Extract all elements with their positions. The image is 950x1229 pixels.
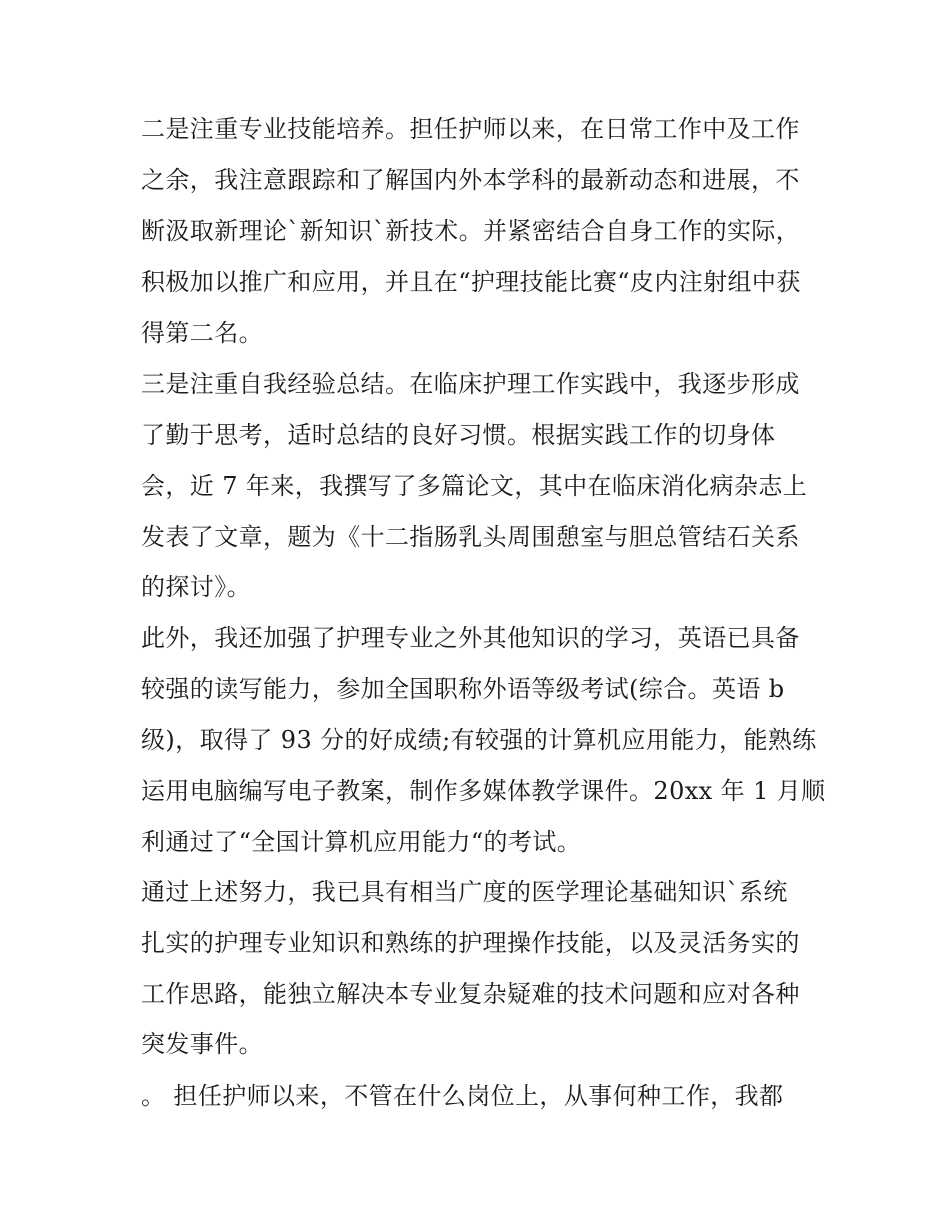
text-line: 。 担任护师以来，不管在什么岗位上，从事何种工作，我都 [141,1082,784,1110]
text-line: 此外，我还加强了护理专业之外其他知识的学习，英语已具备 [141,624,800,652]
text-line: 扎实的护理专业知识和熟练的护理操作技能，以及灵活务实的 [141,929,800,957]
text-line: 级)，取得了 93 分的好成绩;有较强的计算机应用能力，能熟练 [141,726,817,754]
text-line: 发表了文章，题为《十二指肠乳头周围憩室与胆总管结石关系 [141,523,800,551]
text-line: 较强的读写能力，参加全国职称外语等级考试(综合。英语 b [141,675,785,703]
text-line: 通过上述努力，我已具有相当广度的医学理论基础知识`系统 [141,878,788,906]
text-line: 得第二名。 [141,319,263,347]
text-line: 运用电脑编写电子教案，制作多媒体教学课件。20xx 年 1 月顺 [141,777,826,805]
text-line: 了勤于思考，适时总结的良好习惯。根据实践工作的切身体 [141,421,776,449]
text-line: 工作思路，能独立解决本专业复杂疑难的技术问题和应对各种 [141,980,800,1008]
text-line: 的探讨》。 [141,573,251,601]
text-line: 利通过了“全国计算机应用能力“的考试。 [141,828,582,856]
text-line: 积极加以推广和应用，并且在“护理技能比赛“皮内注射组中获 [141,268,801,296]
text-line: 断汲取新理论`新知识`新技术。并紧密结合自身工作的实际， [141,217,801,245]
text-line: 之余，我注意跟踪和了解国内外本学科的最新动态和进展，不 [141,166,800,194]
text-line: 二是注重专业技能培养。担任护师以来，在日常工作中及工作 [141,115,800,143]
text-line: 突发事件。 [141,1030,263,1058]
text-line: 三是注重自我经验总结。在临床护理工作实践中，我逐步形成 [141,370,800,398]
text-line: 会，近 7 年来，我撰写了多篇论文，其中在临床消化病杂志上 [141,472,808,500]
